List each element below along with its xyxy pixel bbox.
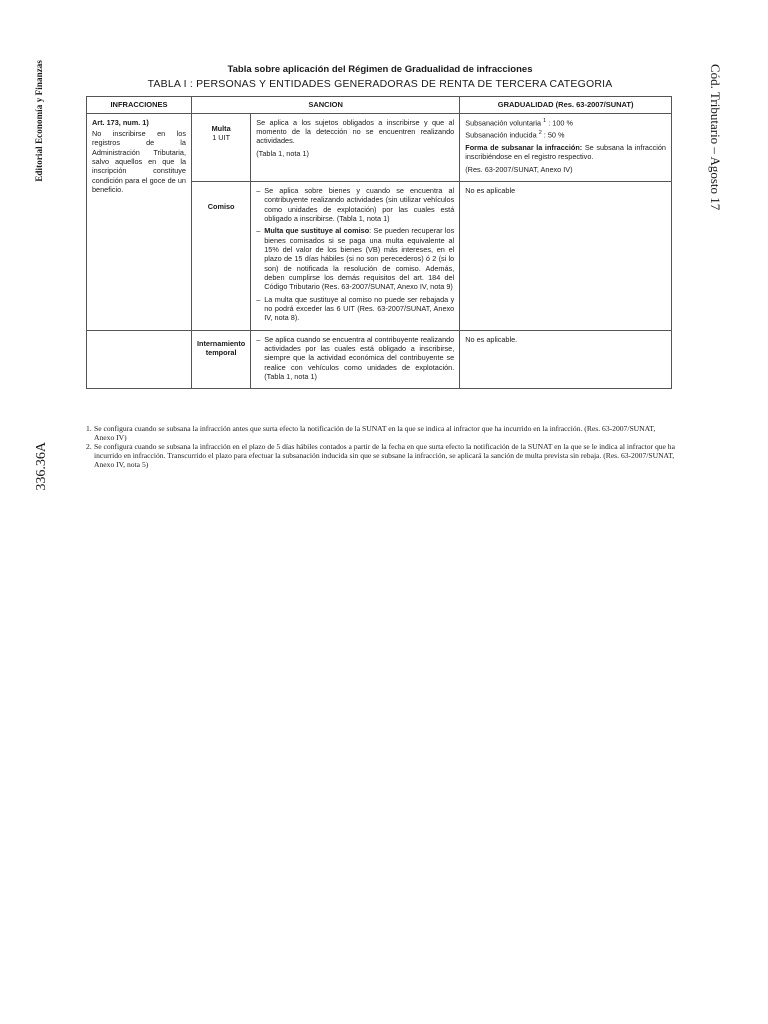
- footnote-1: 1. Se configura cuando se subsana la infracción antes que surta efecto la notificación de la SUNAT en la que se indica al infractor que ha incurrido en la infracción. (Res. 63-2007/SUNAT, Anexo IV): [86, 424, 656, 443]
- running-head: Cód. Tributario – Agosto 17: [708, 64, 723, 211]
- gradualidad-multa: [460, 113, 672, 181]
- publisher-sidebar: [34, 60, 44, 182]
- gradualidad-ref: (Res. 63-2007/SUNAT, Anexo IV): [465, 164, 573, 174]
- table-subtitle: TABLA I : PERSONAS Y ENTIDADES GENERADORAS DE RENTA DE TERCERA CATEGORIA: [147, 78, 613, 90]
- table-row-internamiento: [87, 330, 672, 389]
- page-number: 336.36A: [34, 442, 49, 491]
- table-header-row: [87, 97, 672, 114]
- gradualidad-comiso: No es aplicable: [460, 182, 672, 331]
- infraccion-article: Art. 173, num. 1): [92, 117, 149, 127]
- sancion-desc-text: Se aplica a los sujetos obligados a inscribirse y que al momento de la detección no se encuentren realizando actividades.: [256, 117, 455, 146]
- list-item: – Multa que sustituye al comiso: Se pueden recuperar los bienes comisados si se paga una multa equivalente al 15% del valor de los bienes (VB) más intereses, en el plazo de 15 días hábiles (si no son perecederos) ó 2 (si lo son) de notificada la resolución de comiso. Además, deben cumplirse los demás requisitos del art. 184 del Código Tributario (Res. 63-2007/SUNAT, Anexo IV, nota 9): [256, 226, 455, 292]
- infraccion-text: No inscribirse en los registros de la Administración Tributaria, salvo aquellos en que la inscripción constituye condición para el goce de un beneficio.: [92, 128, 186, 194]
- list-item: – La multa que sustituye al comiso no puede ser rebajada y no podrá exceder las 6 UIT (Res. 63-2007/SUNAT, Anexo IV, nota 8).: [256, 294, 455, 323]
- sancion-type-label: Internamiento temporal: [197, 338, 246, 357]
- header-sancion: SANCION: [192, 97, 460, 114]
- gradualidad-table: [86, 96, 672, 389]
- list-item: – Se aplica cuando se encuentra al contribuyente realizando actividades por las cuales está obligado a inscribirse, siempre que la actividad económica del contribuyente se realice con vehículos como unidades de explotación. (Tabla 1, nota 1): [256, 334, 455, 381]
- publisher-name: Editorial Economía y Finanzas: [34, 60, 44, 182]
- subsanacion-inducida: Subsanación inducida $^2$ : 50 %: [465, 130, 565, 140]
- sancion-desc-multa: [251, 113, 460, 181]
- sancion-desc-ref: (Tabla 1, nota 1): [256, 148, 309, 158]
- table-row-multa: [87, 113, 672, 181]
- sancion-type-internamiento: [192, 330, 251, 389]
- subsanacion-voluntaria: Subsanación voluntaria $^1$ : 100 %: [465, 117, 573, 128]
- infraccion-cell: [87, 113, 192, 330]
- sancion-type-multa: [192, 113, 251, 181]
- footnotes: [86, 424, 676, 470]
- sancion-type-label: Multa: [211, 123, 231, 133]
- sancion-type-sub: 1 UIT: [212, 132, 231, 142]
- forma-subsanar: Forma de subsanar la infracción: Se subsana la infracción inscribiéndose en el registro respectivo.: [465, 143, 666, 162]
- infraccion-cell-continued: [87, 330, 192, 389]
- sancion-type-comiso: [192, 182, 251, 331]
- sancion-desc-comiso: [251, 182, 460, 331]
- sancion-type-label: Comiso: [207, 202, 235, 212]
- gradualidad-internamiento: No es aplicable.: [460, 330, 672, 389]
- header-gradualidad: GRADUALIDAD (Res. 63-2007/SUNAT): [460, 97, 672, 114]
- header-infracciones: INFRACCIONES: [87, 97, 192, 114]
- document-title: Tabla sobre aplicación del Régimen de Gradualidad de infracciones: [227, 64, 533, 75]
- list-item: – Se aplica sobre bienes y cuando se encuentra al contribuyente realizando actividades (sin utilizar vehículos como unidades de explotación) por las cuales está obligado a inscribirse. (Tabla 1, nota 1): [256, 186, 455, 224]
- footnote-2: 2. Se configura cuando se subsana la infracción en el plazo de 5 días hábiles contados a partir de la fecha en que surta efecto la notificación de la SUNAT en la que se le indica al infractor que ha incurrido en infracción. Transcurrido el plazo para efectuar la subsanación inducida sin que se subsane la infracción, se aplicará la sanción de multa prevista sin rebaja. (Res. 63-2007/SUNAT, Anexo IV, nota 5): [86, 442, 675, 470]
- sancion-desc-internamiento: [251, 330, 460, 389]
